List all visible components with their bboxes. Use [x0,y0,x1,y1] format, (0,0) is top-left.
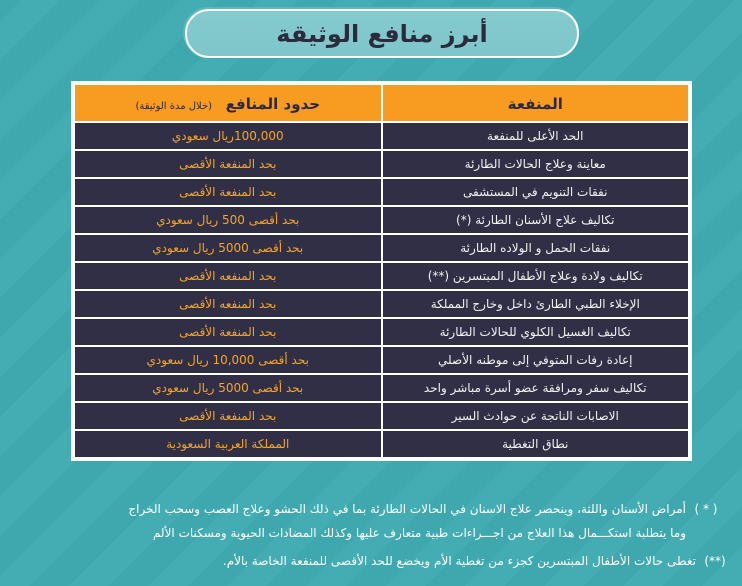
table-row [74,290,689,318]
benefit-cell: تكاليف ولادة وعلاج الأطفال المبتسرين (**) [382,262,690,290]
footnotes [26,497,726,573]
footnote-line: وما يتطلبة استكـــمال هذا العلاج من اجـــراءات طبية متعارف عليها وكذلك المضادات الحيوية ومسكنات الألم [152,526,686,540]
header-benefit-label: المنفعة [507,94,563,113]
limit-cell: بحد أقصى 10,000 ريال سعودي [74,346,382,374]
limit-cell: بحد المنفعة الأقصى [74,402,382,430]
benefit-cell: إعادة رفات المتوفي إلى موطنه الأصلي [382,346,690,374]
limit-cell: بحد المنفعة الأقصى [74,318,382,346]
benefits-table [73,83,690,459]
footnote-dental [26,497,726,545]
table-row [74,430,689,458]
footnote-line: تغطى حالات الأطفال المبتسرين كجزء من تغطية الأم ويخضع للحد الأقصى للمنفعة الخاصة بالأم. [222,554,696,568]
table-row [74,262,689,290]
table-row [74,318,689,346]
table-row [74,206,689,234]
table-row [74,122,689,150]
table-row [74,234,689,262]
benefit-cell: نطاق التغطية [382,430,690,458]
limit-cell: المملكة العربية السعودية [74,430,382,458]
footnote-text [26,549,696,573]
limit-cell: بحد أقصى 5000 ريال سعودي [74,234,382,262]
header-limit-note: (خلال مدة الوثيقة) [135,100,213,112]
limit-cell: بحد المنفعه الأقصى [74,262,382,290]
header-limit [74,84,382,122]
title-banner [183,7,579,58]
table-header-row [74,84,689,122]
title-banner-inner [185,9,579,58]
table-row [74,150,689,178]
benefit-cell: الإخلاء الطبي الطارئ داخل وخارج المملكة [382,290,690,318]
limit-cell: بحد أقصى 500 ريال سعودي [74,206,382,234]
benefits-table-container [71,81,692,461]
limit-cell: بحد المنفعة الأقصى [74,178,382,206]
table-row [74,178,689,206]
benefit-cell: نفقات الحمل و الولاده الطارئة [382,234,690,262]
footnote-marker: ( * ) [694,502,718,516]
footnote-line: أمراض الأسنان واللثة، وينحصر علاج الاسنان في الحالات الطارئة بما في ذلك الحشو وعلاج العصب وسحب الخراج [128,502,686,516]
table-row [74,346,689,374]
footnote-marker: (**) [704,554,726,568]
page-title: أبرز منافع الوثيقة [276,19,488,48]
benefit-cell: تكاليف الغسيل الكلوي للحالات الطارئة [382,318,690,346]
limit-cell: بحد المنفعه الأقصى [74,290,382,318]
footnote-premature [26,549,726,573]
table-row [74,402,689,430]
limit-cell: 100,000ريال سعودي [74,122,382,150]
benefit-cell: تكاليف سفر ومرافقة عضو أسرة مباشر واحد [382,374,690,402]
limit-cell: بحد المنفعة الأقصى [74,150,382,178]
benefit-cell: معاينة وعلاج الحالات الطارئة [382,150,690,178]
limit-cell: بحد أقصى 5000 ريال سعودي [74,374,382,402]
table-row [74,374,689,402]
benefit-cell: الاصابات الناتجة عن حوادث السير [382,402,690,430]
footnote-text [26,497,686,545]
benefit-cell: الحد الأعلى للمنفعة [382,122,690,150]
header-benefit [382,84,690,122]
header-limit-label: حدود المنافع [225,94,321,113]
benefit-cell: نفقات التنويم في المستشفى [382,178,690,206]
benefit-cell: تكاليف علاج الأسنان الطارئة (*) [382,206,690,234]
